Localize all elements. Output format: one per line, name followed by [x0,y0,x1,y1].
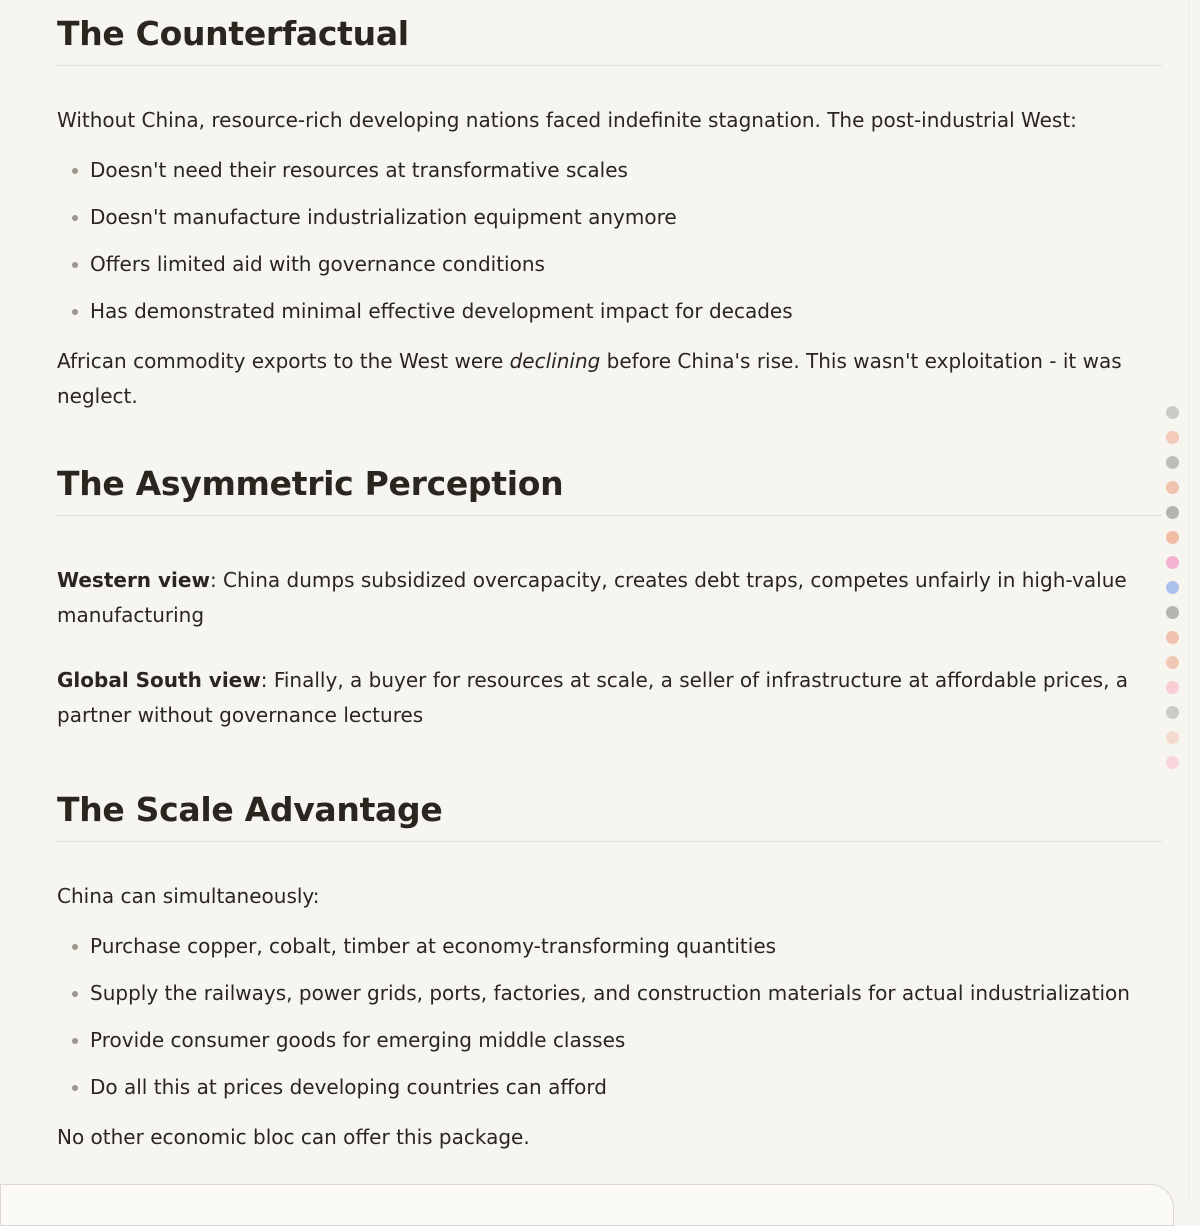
message-nav-dot-icon[interactable] [1166,481,1179,494]
global-south-view-text: : Finally, a buyer for resources at scale, a seller of infrastructure at affordable prices, a partner without governance lectures [57,668,1129,727]
closing-text-end: before China's rise. This wasn't exploitation - it was neglect. [57,349,1122,408]
western-view-paragraph [57,563,1162,633]
counterfactual-intro: Without China, resource-rich developing nations faced indefinite stagnation. The post-industrial West: [57,108,1077,132]
list-item: Purchase copper, cobalt, timber at economy-transforming quantities [57,932,1162,960]
western-view-label: Western view [57,568,210,592]
list-item: Doesn't need their resources at transformative scales [57,156,1162,184]
list-item: Do all this at prices developing countries can afford [57,1073,1162,1101]
western-view-text: : China dumps subsidized overcapacity, creates debt traps, competes unfairly in high-value manufacturing [57,568,1127,627]
message-nav-dot-icon[interactable] [1166,531,1179,544]
message-nav-dot-icon[interactable] [1166,631,1179,644]
scale-list [57,932,1162,1101]
list-item: Doesn't manufacture industrialization equipment anymore [57,203,1162,231]
message-nav-dot-icon[interactable] [1166,706,1179,719]
global-south-view-label: Global South view [57,668,261,692]
list-item: Provide consumer goods for emerging middle classes [57,1026,1162,1054]
message-input-bar[interactable] [0,1184,1174,1226]
message-nav-dot-icon[interactable] [1166,506,1179,519]
list-item: Has demonstrated minimal effective development impact for decades [57,297,1162,325]
message-nav-dot-icon[interactable] [1166,756,1179,769]
message-nav-dot-icon[interactable] [1166,731,1179,744]
scroll-track [1188,0,1189,1200]
message-nav-dot-icon[interactable] [1166,656,1179,669]
message-nav-dot-icon[interactable] [1166,556,1179,569]
scale-closing: No other economic bloc can offer this package. [57,1125,530,1149]
list-item: Supply the railways, power grids, ports, factories, and construction materials for actual industrialization [57,979,1162,1007]
message-nav-dot-icon[interactable] [1166,581,1179,594]
global-south-view-paragraph [57,663,1162,733]
article-content [57,0,1162,1155]
section-heading-asymmetric-perception: The Asymmetric Perception [57,464,1162,516]
message-nav-dot-icon[interactable] [1166,406,1179,419]
message-nav-dot-icon[interactable] [1166,606,1179,619]
message-navigation-rail[interactable] [1166,406,1180,781]
counterfactual-closing [57,344,1162,414]
counterfactual-list [57,156,1162,325]
closing-emphasis: declining [509,349,601,373]
closing-text-start: African commodity exports to the West were [57,349,510,373]
list-item: Offers limited aid with governance conditions [57,250,1162,278]
section-heading-scale-advantage: The Scale Advantage [57,790,1162,842]
message-nav-dot-icon[interactable] [1166,456,1179,469]
message-nav-dot-icon[interactable] [1166,431,1179,444]
scale-intro: China can simultaneously: [57,884,320,908]
message-nav-dot-icon[interactable] [1166,681,1179,694]
section-heading-counterfactual: The Counterfactual [57,14,1162,66]
